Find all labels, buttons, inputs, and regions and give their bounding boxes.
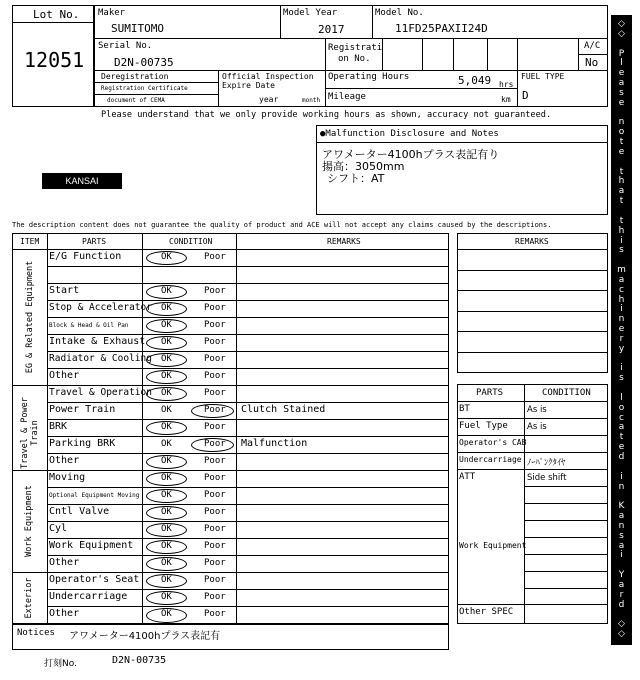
selected-circle: [146, 285, 187, 299]
side-banner-char: ◇: [618, 619, 625, 630]
side-banner-char: y: [618, 343, 625, 354]
ok-option: OK: [161, 337, 172, 347]
lot-number: 12051: [24, 48, 85, 72]
month-label: month: [302, 97, 321, 104]
right-part-label: ATT: [459, 472, 476, 482]
selected-circle: [146, 608, 187, 623]
side-banner-char: t: [619, 166, 624, 177]
poor-option: Poor: [204, 388, 226, 398]
poor-option: Poor: [204, 405, 226, 415]
ok-option: OK: [161, 388, 172, 398]
side-banner-char: c: [619, 412, 624, 423]
part-label: BRK: [49, 421, 68, 432]
part-label: Intake & Exhaust: [49, 336, 146, 347]
selected-circle: [146, 591, 187, 605]
selected-circle: [146, 353, 187, 367]
year-label: year: [259, 95, 279, 104]
ok-option: OK: [161, 371, 172, 381]
right-condition-value: As is: [527, 422, 547, 432]
side-banner-char: n: [618, 117, 625, 128]
poor-option: Poor: [204, 456, 226, 466]
part-label: Operator's Seat: [49, 574, 140, 585]
selected-circle: [146, 489, 187, 503]
part-label: Other: [49, 557, 80, 568]
inspection-label: Official Inspection: [222, 72, 314, 81]
ok-option: OK: [161, 507, 172, 517]
side-banner-char: K: [618, 501, 625, 512]
part-label: Power Train: [49, 404, 116, 415]
right-col-condition: CONDITION: [542, 388, 591, 398]
group-label-travel: Travel & Power Train: [20, 397, 40, 469]
model-no-value: 11FD25PAXII24D: [395, 22, 488, 35]
poor-option: Poor: [204, 303, 226, 313]
side-banner-text: [611, 15, 632, 645]
poor-option: Poor: [204, 541, 226, 551]
poor-option: Poor: [204, 473, 226, 483]
stamp-label: 打刻No.: [44, 659, 77, 669]
col-item-header: ITEM: [20, 237, 40, 246]
maker-value: SUMITOMO: [111, 22, 164, 35]
lot-label: Lot No.: [33, 8, 80, 21]
ac-label: A/C: [584, 41, 601, 51]
registration-label-2: on No.: [338, 54, 371, 64]
serial-value: D2N-00735: [114, 56, 174, 69]
deregistration-label: Deregistration: [101, 72, 169, 81]
side-banner-char: r: [619, 333, 624, 344]
selected-circle: [146, 523, 187, 537]
side-banner-char: Y: [618, 570, 625, 581]
group-label-eg: EG & Related Equipment: [25, 260, 35, 374]
side-banner-char: e: [618, 324, 625, 335]
right-condition-value: Side shift: [527, 473, 567, 483]
poor-option: Poor: [204, 252, 226, 262]
col-parts-header: PARTS: [82, 237, 107, 246]
right-remarks-title: REMARKS: [515, 237, 549, 246]
selected-circle: [146, 370, 187, 384]
hours-label: Operating Hours: [328, 72, 410, 82]
group-label-exterior: Exterior: [24, 577, 34, 619]
side-banner-char: d: [618, 599, 625, 610]
part-label: Block & Head & Oil Pan: [49, 322, 129, 329]
poor-option: Poor: [204, 575, 226, 585]
ok-option: OK: [161, 490, 172, 500]
side-banner-char: ◇: [618, 19, 625, 29]
side-banner-char: i: [620, 235, 623, 246]
remark-text: Malfunction: [241, 438, 308, 449]
inspection-label-2: Expire Date: [222, 81, 275, 90]
ok-option: OK: [161, 354, 172, 364]
right-col-parts: PARTS: [476, 388, 504, 398]
registration-label: Registrati: [328, 43, 383, 53]
poor-option: Poor: [204, 609, 226, 619]
side-banner-char: a: [618, 186, 625, 197]
ok-option: OK: [161, 422, 172, 432]
selected-circle: [146, 302, 187, 316]
selected-circle: [146, 387, 187, 401]
ok-option: OK: [161, 405, 172, 415]
side-banner-char: h: [618, 294, 625, 305]
side-banner-char: P: [618, 48, 625, 59]
poor-option: Poor: [204, 320, 226, 330]
poor-option: Poor: [204, 286, 226, 296]
disclaimer: The description content does not guarantee the quality of product and ACE will not accept any claims caused by the descriptions.: [12, 221, 552, 229]
part-label: Radiator & Cooling: [49, 353, 152, 364]
side-banner-char: n: [618, 314, 625, 325]
part-label: Parking BRK: [49, 438, 116, 449]
poor-option: Poor: [204, 354, 226, 364]
right-condition-value: ﾉｰﾊﾟﾝｸﾀｲﾔ: [527, 458, 566, 468]
ok-option: OK: [161, 524, 172, 534]
side-banner-char: n: [618, 520, 625, 531]
selected-circle: [146, 251, 187, 265]
selected-circle: [191, 438, 234, 452]
poor-option: Poor: [204, 507, 226, 517]
malfunction-line-1: アワメーター4100hプラス表記有り: [322, 148, 500, 161]
selected-circle: [146, 472, 187, 486]
mileage-label: Mileage: [328, 92, 366, 102]
side-banner-char: e: [618, 146, 625, 157]
right-part-label: Work Equipment: [459, 541, 527, 550]
group-label-work: Work Equipment: [24, 485, 34, 557]
side-banner-char: a: [618, 511, 625, 522]
notices-value: アワメーター4100hプラス表記有: [69, 631, 221, 642]
notices-label: Notices: [17, 628, 55, 638]
side-banner-char: e: [618, 442, 625, 453]
location-badge-text: KANSAI: [65, 176, 99, 186]
hours-notice: Please understand that we only provide working hours as shown, accuracy not guaranteed.: [101, 110, 552, 120]
side-banner-char: ◇: [618, 629, 625, 640]
side-banner-char: d: [618, 452, 625, 463]
side-banner-char: r: [619, 589, 624, 600]
side-banner-char: h: [618, 176, 625, 187]
selected-circle: [146, 455, 187, 469]
side-banner-char: s: [619, 87, 624, 98]
side-banner-char: t: [619, 137, 624, 148]
ok-option: OK: [161, 456, 172, 466]
side-banner-char: i: [620, 363, 623, 374]
side-banner-char: a: [618, 422, 625, 433]
selected-circle: [146, 540, 187, 554]
ok-option: OK: [161, 303, 172, 313]
part-label: Other: [49, 608, 80, 619]
part-label: Work Equipment: [49, 540, 134, 551]
side-banner-char: e: [618, 97, 625, 108]
part-label: Cntl Valve: [49, 506, 110, 517]
malfunction-line-2: 揚高：3050mm: [322, 160, 405, 173]
part-label: E/G Function: [49, 251, 122, 262]
part-label: Start: [49, 285, 80, 296]
side-banner-char: s: [619, 373, 624, 384]
selected-circle: [146, 421, 187, 435]
part-label: Cyl: [49, 523, 68, 534]
side-banner-char: a: [618, 274, 625, 285]
ok-option: OK: [161, 575, 172, 585]
part-label: Stop & Accelerator: [49, 302, 152, 313]
side-banner-char: a: [618, 579, 625, 590]
right-part-label: Other SPEC: [459, 607, 514, 617]
selected-circle: [146, 319, 187, 333]
right-part-label: Undercarriage: [459, 455, 522, 464]
side-banner-char: s: [619, 530, 624, 541]
ok-option: OK: [161, 541, 172, 551]
selected-circle: [146, 574, 187, 588]
mileage-unit: km: [501, 95, 511, 104]
right-part-label: BT: [459, 404, 470, 414]
ok-option: OK: [161, 609, 172, 619]
ac-value: No: [585, 56, 599, 69]
location-badge: [42, 173, 122, 189]
side-banner-char: n: [618, 481, 625, 492]
ok-option: OK: [161, 558, 172, 568]
model-no-label: Model No.: [375, 8, 424, 18]
hours-value: 5,049: [458, 74, 492, 87]
malfunction-title: ●Malfunction Disclosure and Notes: [320, 129, 499, 139]
ok-option: OK: [161, 592, 172, 602]
poor-option: Poor: [204, 490, 226, 500]
part-label: Other: [49, 455, 80, 466]
selected-circle: [191, 404, 234, 418]
remark-text: Clutch Stained: [241, 404, 326, 415]
side-banner-char: h: [618, 225, 625, 236]
part-label: Other: [49, 370, 80, 381]
reg-certificate-label: Registration Certificate: [101, 85, 188, 92]
poor-option: Poor: [204, 524, 226, 534]
side-banner-char: a: [618, 78, 625, 89]
side-banner-char: l: [620, 392, 623, 403]
maker-label: Maker: [98, 8, 126, 18]
fuel-value: D: [522, 89, 529, 102]
side-banner-char: e: [618, 68, 625, 79]
side-banner-char: i: [620, 304, 623, 315]
ok-option: OK: [161, 286, 172, 296]
part-label: Moving: [49, 472, 86, 483]
selected-circle: [146, 336, 187, 350]
ok-option: OK: [161, 320, 172, 330]
poor-option: Poor: [204, 592, 226, 602]
model-year-value: 2017: [318, 23, 345, 36]
side-banner-char: a: [618, 540, 625, 551]
side-banner-char: s: [619, 245, 624, 256]
ok-option: OK: [161, 252, 172, 262]
poor-option: Poor: [204, 371, 226, 381]
side-banner-char: l: [620, 58, 623, 69]
stamp-value: D2N-00735: [112, 655, 167, 666]
col-remarks-header: REMARKS: [327, 237, 361, 246]
part-label: Optional Equipment Moving: [49, 492, 140, 499]
poor-option: Poor: [204, 558, 226, 568]
model-year-label: Model Year: [283, 8, 338, 18]
right-part-label: Operator's CAB: [459, 438, 527, 447]
side-banner-char: t: [619, 432, 624, 443]
ok-option: OK: [161, 439, 172, 449]
side-banner-char: i: [620, 471, 623, 482]
serial-label: Serial No.: [98, 41, 153, 51]
part-label: Undercarriage: [49, 591, 128, 602]
poor-option: Poor: [204, 439, 226, 449]
side-banner-char: c: [619, 284, 624, 295]
selected-circle: [146, 506, 187, 520]
part-label: Travel & Operation: [49, 387, 152, 398]
fuel-label: FUEL TYPE: [521, 72, 565, 81]
poor-option: Poor: [204, 422, 226, 432]
malfunction-line-3: シフト：AT: [327, 172, 385, 185]
right-part-label: Fuel Type: [459, 421, 508, 431]
side-banner-char: o: [618, 127, 625, 138]
side-banner-char: ◇: [618, 28, 625, 39]
right-condition-value: As is: [527, 405, 547, 415]
side-banner-char: i: [620, 550, 623, 561]
side-banner-char: m: [617, 265, 626, 276]
hours-unit: hrs: [499, 80, 514, 89]
side-banner-char: t: [619, 215, 624, 226]
side-banner-char: t: [619, 196, 624, 207]
cema-label: document of CEMA: [107, 97, 165, 104]
ok-option: OK: [161, 473, 172, 483]
col-condition-header: CONDITION: [169, 237, 213, 246]
side-banner-char: o: [618, 402, 625, 413]
poor-option: Poor: [204, 337, 226, 347]
selected-circle: [146, 557, 187, 571]
